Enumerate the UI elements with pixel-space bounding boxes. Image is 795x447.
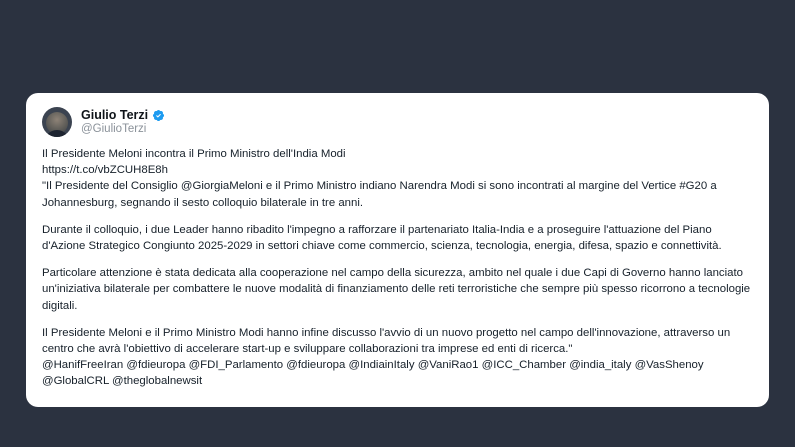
mention-link[interactable]: @ICC_Chamber <box>481 359 567 372</box>
author-display-name[interactable]: Giulio Terzi <box>81 108 149 122</box>
tweet-paragraph <box>42 325 753 357</box>
mention-link[interactable]: @india_italy <box>569 359 632 372</box>
mention-link[interactable]: @fdieuropa <box>286 359 346 372</box>
tweet-paragraph <box>42 265 753 314</box>
mention-link[interactable]: @HanifFreeIran <box>42 359 124 372</box>
paragraph-spacer <box>42 314 753 325</box>
mention-link[interactable]: @VasShenoy <box>634 359 704 372</box>
tweet-text-segment: https://t.co/vbZCUH8E8h <box>42 164 168 177</box>
tweet-text-segment: Particolare attenzione è stata dedicata alla cooperazione nel campo della sicurezza, ambito nel quale i due Capi di Governo hanno lanciato un'iniziativa bilaterale per combattere le nuove modalità di finanziamento delle reti terroristiche che sempre più spesso ricorrono a tecnologie digitali. <box>42 267 754 312</box>
tweet-text-segment: Durante il colloquio, i due Leader hanno ribadito l'impegno a rafforzare il partenariato Italia-India e a proseguire l'attuazione del Piano d'Azione Strategico Congiunto 2025-2029 in settori chiave come commercio, scienza, tecnologia, energia, difesa, spazio e connettività. <box>42 223 722 252</box>
mention-link[interactable]: @GiorgiaMeloni <box>180 180 263 193</box>
author-name-row <box>81 108 165 122</box>
tweet-paragraph <box>42 222 753 254</box>
tweet-card <box>26 93 769 407</box>
tweet-text-segment <box>704 359 707 371</box>
paragraph-spacer <box>42 254 753 265</box>
verified-badge-icon <box>152 109 165 122</box>
tweet-header <box>42 107 753 137</box>
tweet-paragraph <box>42 162 753 178</box>
paragraph-spacer <box>42 211 753 222</box>
mention-link[interactable]: @GlobalCRL <box>42 375 109 388</box>
tweet-paragraph <box>42 178 753 210</box>
mention-link[interactable]: @fdieuropa <box>126 359 186 372</box>
author-name-block <box>81 107 165 137</box>
tweet-text-segment: "Il Presidente del Consiglio <box>42 180 181 193</box>
tweet-text-segment: Il Presidente Meloni incontra il Primo Ministro dell'India Modi <box>42 148 346 160</box>
tweet-text <box>42 146 753 389</box>
mention-link[interactable]: @VaniRao1 <box>417 359 479 372</box>
mention-link[interactable]: @FDI_Parlamento <box>188 359 284 372</box>
tweet-text-segment: Il Presidente Meloni e il Primo Ministro Modi hanno infine discusso l'avvio di un nuovo progetto nel campo dell'innovazione, attraverso un centro che avrà l'obiettivo di accelerare start-up e sviluppare collaborazioni tra imprese ed enti di ricerca." <box>42 326 734 355</box>
tweet-paragraph <box>42 357 753 389</box>
avatar-shoulders <box>44 130 70 137</box>
mention-link[interactable]: @theglobalnewsit <box>112 375 203 388</box>
tweet-text-segment: e il Primo Ministro indiano Narendra Modi si sono incontrati al margine del Vertice #G20 a Johannesburg, segnando il sesto colloquio bilaterale in tre anni. <box>42 180 720 209</box>
avatar[interactable] <box>42 107 72 137</box>
author-handle[interactable]: @GiulioTerzi <box>81 123 147 136</box>
mention-link[interactable]: @IndiainItaly <box>348 359 415 372</box>
tweet-paragraph <box>42 146 753 162</box>
